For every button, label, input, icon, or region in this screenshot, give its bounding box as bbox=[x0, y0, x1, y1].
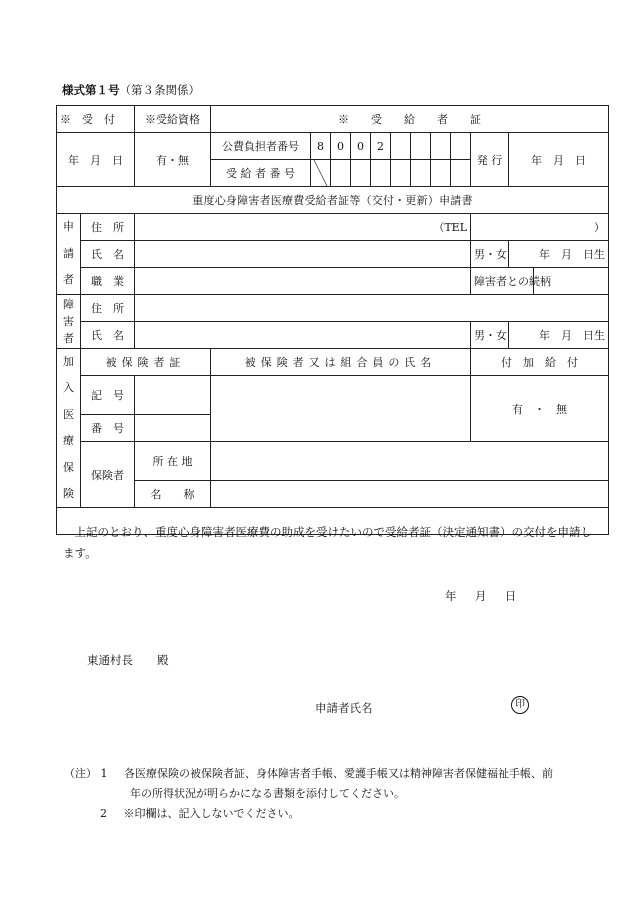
insurer-location-field[interactable] bbox=[211, 442, 609, 481]
disabled-name-field[interactable] bbox=[135, 322, 471, 349]
receipt-date: 年 月 日 bbox=[57, 133, 135, 187]
applicant-group-label: 申請者 bbox=[57, 214, 81, 295]
insured-holder-field[interactable] bbox=[211, 376, 471, 442]
form-number-label: 様式第１号（第３条関係） bbox=[62, 83, 200, 97]
insurer-location-label: 所 在 地 bbox=[135, 442, 211, 481]
additional-benefit-label: 付 加 給 付 bbox=[471, 349, 609, 376]
insured-card-label: 被保険者証 bbox=[81, 349, 211, 376]
symbol-label: 記 号 bbox=[81, 376, 135, 415]
recipient-digit-4[interactable] bbox=[371, 160, 391, 187]
additional-benefit-value[interactable]: 有 ・ 無 bbox=[471, 376, 609, 442]
recipient-digit-8[interactable] bbox=[451, 160, 471, 187]
insurer-name-label: 名 称 bbox=[135, 481, 211, 508]
issue-date: 年 月 日 bbox=[509, 133, 609, 187]
certificate-header: ※ 受 給 者 証 bbox=[211, 106, 609, 133]
payer-digit-6[interactable] bbox=[411, 133, 431, 160]
recipient-digit-3[interactable] bbox=[351, 160, 371, 187]
payer-digit-5[interactable] bbox=[391, 133, 411, 160]
application-statement bbox=[57, 508, 609, 716]
eligibility-yes-no: 有・無 bbox=[135, 133, 211, 187]
applicant-tel-close[interactable]: ） bbox=[471, 214, 609, 241]
payer-digit-3: 0 bbox=[351, 133, 371, 160]
form-title: 重度心身障害者医療費受給者証等（交付・更新）申請書 bbox=[57, 187, 609, 214]
recipient-digit-5[interactable] bbox=[391, 160, 411, 187]
payer-digit-4: 2 bbox=[371, 133, 391, 160]
note-1: （注） 1 各医療保険の被保険者証、身体障害者手帳、愛護手帳又は精神障害者保健福祉手帳、前 bbox=[64, 767, 553, 780]
applicant-address-label: 住 所 bbox=[81, 214, 135, 241]
number-label: 番 号 bbox=[81, 415, 135, 442]
disabled-address-field[interactable] bbox=[135, 295, 609, 322]
number-field[interactable] bbox=[135, 415, 211, 442]
addressee: 東通村長 殿 bbox=[87, 653, 169, 668]
applicant-sex[interactable]: 男・女 bbox=[471, 241, 509, 268]
disabled-address-label: 住 所 bbox=[81, 295, 135, 322]
payer-digit-7[interactable] bbox=[431, 133, 451, 160]
insured-holder-label: 被保険者又は組合員の氏名 bbox=[211, 349, 471, 376]
recipient-digit-struck bbox=[311, 160, 331, 187]
application-date[interactable]: 年 月 日 bbox=[445, 589, 520, 604]
insurer-label: 保険者 bbox=[81, 442, 135, 508]
issue-label: 発 行 bbox=[471, 133, 509, 187]
applicant-name-field[interactable] bbox=[135, 241, 471, 268]
diagonal-strike-icon bbox=[314, 160, 327, 186]
applicant-birthdate[interactable]: 年 月 日生 bbox=[509, 241, 609, 268]
statement-text: 上記のとおり、重度心身障害者医療費の助成を受けたいので受給者証（決定通知書）の交付を申請します。 bbox=[63, 525, 592, 561]
disabled-sex[interactable]: 男・女 bbox=[471, 322, 509, 349]
note-2: 2 ※印欄は、記入しないでください。 bbox=[100, 807, 300, 820]
application-form-table bbox=[56, 105, 609, 716]
applicant-job-field[interactable] bbox=[135, 268, 471, 295]
payer-digit-8[interactable] bbox=[451, 133, 471, 160]
eligibility-header: ※受給資格 bbox=[135, 106, 211, 133]
recipient-digit-7[interactable] bbox=[431, 160, 451, 187]
applicant-signature-label: 申請者氏名 bbox=[315, 701, 373, 716]
disabled-name-label: 氏 名 bbox=[81, 322, 135, 349]
disabled-group-label: 障害者 bbox=[57, 295, 81, 349]
symbol-field[interactable] bbox=[135, 376, 211, 415]
note-1-cont: 年の所得状況が明らかになる書類を添付してください。 bbox=[130, 787, 405, 800]
recipient-number-label: 受 給 者 番 号 bbox=[211, 160, 311, 187]
seal-icon: 印 bbox=[511, 696, 529, 714]
applicant-tel-label[interactable]: （TEL bbox=[135, 214, 471, 241]
receipt-header: ※ 受 付 bbox=[57, 106, 135, 133]
applicant-name-label: 氏 名 bbox=[81, 241, 135, 268]
recipient-digit-2[interactable] bbox=[331, 160, 351, 187]
insurance-group-label: 加入医療保険 bbox=[57, 349, 81, 508]
payer-number-label: 公費負担者番号 bbox=[211, 133, 311, 160]
insurer-name-field[interactable] bbox=[211, 481, 609, 508]
applicant-job-label: 職 業 bbox=[81, 268, 135, 295]
payer-digit-1: 8 bbox=[311, 133, 331, 160]
notes bbox=[64, 764, 594, 824]
disabled-birthdate[interactable]: 年 月 日生 bbox=[509, 322, 609, 349]
recipient-digit-6[interactable] bbox=[411, 160, 431, 187]
relation-label: 障害者との続柄 bbox=[471, 268, 534, 295]
payer-digit-2: 0 bbox=[331, 133, 351, 160]
